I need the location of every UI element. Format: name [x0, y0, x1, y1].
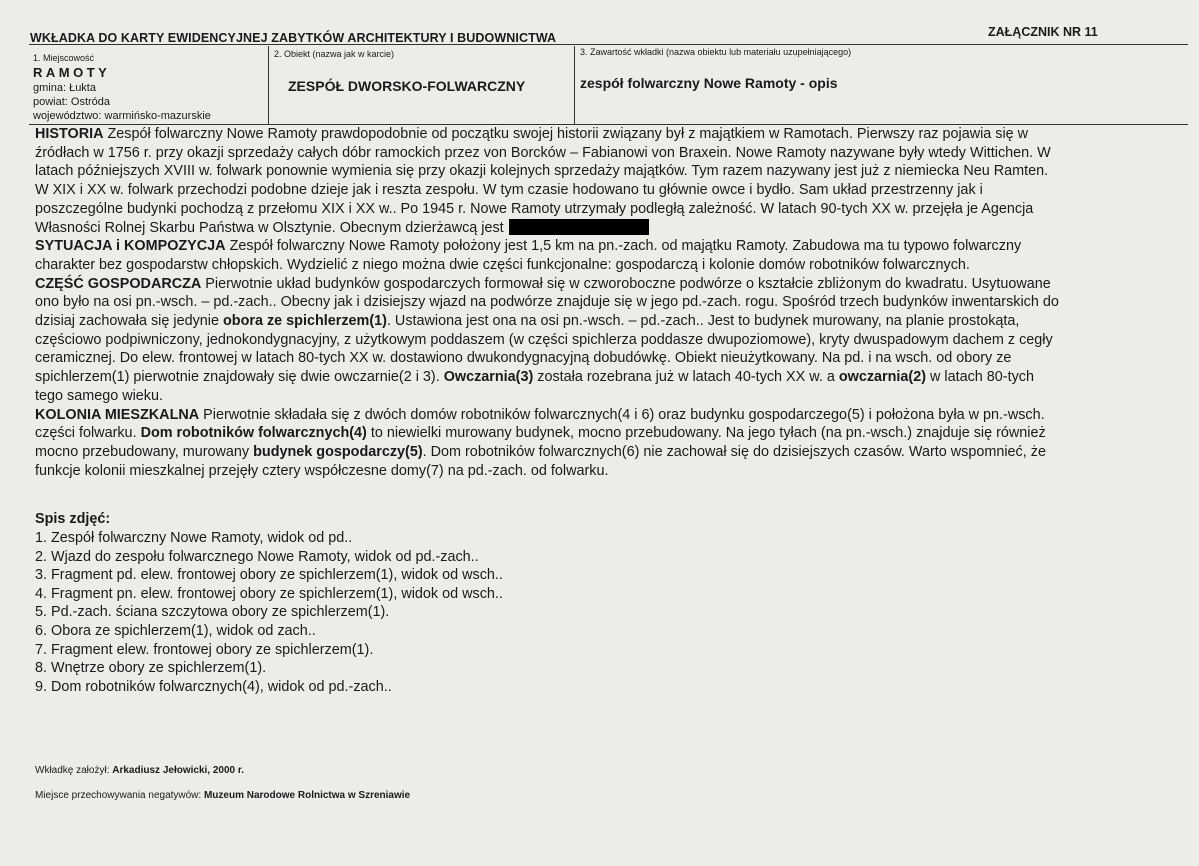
history-line: HISTORIA Zespół folwarczny Nowe Ramoty prawdopodobnie od początku swojej historii związany był z majątkiem w Ramotach. Pierwszy raz pojawia się w	[35, 126, 1029, 142]
list-item: 7. Fragment elew. frontowej obory ze spichlerzem(1).	[35, 641, 374, 658]
section-heading-farm: CZĘŚĆ GOSPODARCZA	[35, 275, 202, 292]
list-item: 4. Fragment pn. elew. frontowej obory ze spichlerzem(1), widok od wsch..	[35, 585, 503, 602]
object-label: 2. Obiekt (nazwa jak w karcie)	[274, 49, 395, 59]
contents-field	[575, 46, 1188, 124]
situation-line: SYTUACJA i KOMPOZYCJA Zespół folwarczny Nowe Ramoty położony jest 1,5 km na pn.-zach. od majątku Ramoty. Zabudowa ma tu typowo folwarczny	[35, 238, 1022, 255]
list-item: 2. Wjazd do zespołu folwarcznego Nowe Ramoty, widok od pd.-zach..	[35, 548, 479, 565]
photo-list	[35, 529, 503, 696]
annex-number: ZAŁĄCZNIK NR 11	[988, 25, 1098, 39]
list-item: 3. Fragment pd. elew. frontowej obory ze spichlerzem(1), widok od wsch..	[35, 567, 503, 584]
section-heading-situation: SYTUACJA i KOMPOZYCJA	[35, 238, 226, 255]
text-line: funkcje kolonii mieszkalnej przejęły cztery współczesne domy(7) na pd.-zach. od folwarku.	[35, 462, 609, 479]
text-line: mocno przebudowany, murowany budynek gospodarczy(5). Dom robotników folwarcznych(6) nie zachował się do dzisiejszych czasów. Warto wspomnieć, że	[35, 443, 1046, 460]
colony-line: KOLONIA MIESZKALNA Pierwotnie składała się z dwóch domów robotników folwarcznych(4 i 6) oraz budynku gospodarczego(5) i położona była w pn.-wsch.	[35, 406, 1045, 423]
text-line: częściowo podpiwniczony, jednokondygnacyjny, z użytkowym poddaszem (w części spichlerza poddasze dwupoziomowe), kryty dwuspadowym dachem z cegły	[35, 331, 1053, 348]
text-line: charakter bez gospodarstw chłopskich. Wydzielić z niego można dwie części funkcjonalne: gospodarczą i kolonie domów robotników folwarcznych.	[35, 256, 970, 273]
contents-label: 3. Zawartość wkładki (nazwa obiektu lub materiału uzupełniającego)	[580, 47, 852, 57]
list-item: 8. Wnętrze obory ze spichlerzem(1).	[35, 660, 267, 677]
list-item: 9. Dom robotników folwarcznych(4), widok od pd.-zach..	[35, 678, 392, 695]
document-title: WKŁADKA DO KARTY EWIDENCYJNEJ ZABYTKÓW ARCHITEKTURY I BUDOWNICTWA	[30, 31, 557, 45]
powiat: powiat: Ostróda	[33, 96, 111, 108]
list-item: 5. Pd.-zach. ściana szczytowa obory ze spichlerzem(1).	[35, 604, 390, 621]
text-line: poszczególne budynki pochodzą z przełomu XIX i XX w.. Po 1945 r. Nowe Ramoty utrzymały podległą zależność. W latach 90-tych XX w. przejęła je Agencja	[35, 200, 1034, 217]
text-line: W XIX i XX w. folwark przechodzi podobne dzieje jak i reszta zespołu. W tym czasie hodowano tu głównie owce i bydło. Sam układ przestrzenny jak i	[35, 182, 983, 199]
contents-value: zespół folwarczny Nowe Ramoty - opis	[580, 75, 838, 91]
text-line: źródłach w 1756 r. przy okazji sprzedaży całych dóbr ramockich przez von Borcków – Fabianowi von Braxein. Nowe Ramoty nazywane były wtedy Wittichen. W	[35, 144, 1051, 161]
redaction-block	[509, 219, 649, 235]
author-line: Wkładkę założył: Arkadiusz Jełowicki, 2000 r.	[35, 765, 244, 776]
place-label: 1. Miejscowość	[33, 53, 95, 63]
list-item: 6. Obora ze spichlerzem(1), widok od zach..	[35, 622, 316, 639]
wojewodztwo: województwo: warmińsko-mazurskie	[33, 110, 211, 122]
storage-line: Miejsce przechowywania negatywów: Muzeum Narodowe Rolnictwa w Szreniawie	[35, 790, 411, 801]
text-line: ceramicznej. Do elew. frontowej w latach 80-tych XX w. dostawiono dwukondygnacyjną dobudówkę. Obiekt nieużytkowany. Na pd. i na wsch. od obory ze	[35, 350, 1012, 367]
object-value: ZESPÓŁ DWORSKO-FOLWARCZNY	[288, 78, 526, 94]
list-item: 1. Zespół folwarczny Nowe Ramoty, widok od pd..	[35, 530, 353, 546]
description-body	[35, 125, 1175, 480]
header-rule	[29, 44, 1188, 45]
text-line: dzisiaj zachowała się jedynie obora ze spichlerzem(1). Ustawiona jest ona na osi pn.-wsch. – pd.-zach.. Jest to budynek murowany, na planie prostokąta,	[35, 313, 1020, 330]
section-heading-history: HISTORIA	[35, 126, 104, 142]
text-line: ono było na osi pn.-wsch. – pd.-zach.. Obecny jak i dzisiejszy wjazd na podwórze znajduje się w jego pd.-zach. rogu. Spośród trzech budynków inwentarskich do	[35, 294, 1059, 311]
photo-list-title: Spis zdjęć:	[35, 511, 111, 527]
farm-line: CZĘŚĆ GOSPODARCZA Pierwotnie układ budynków gospodarczych formował się w czworoboczne podwórze o kształcie zbliżonym do kwadratu. Usytuowane	[35, 275, 1051, 292]
text-line: spichlerzem(1) pierwotnie znajdowały się dwie owczarnie(2 i 3). Owczarnia(3) została rozebrana już w latach 40-tych XX w. a owczarnia(2) w latach 80-tych	[35, 369, 1034, 386]
text-line: tego samego wieku.	[35, 387, 163, 404]
text-line: Własności Rolnej Skarbu Państwa w Olsztynie. Obecnym dzierżawcą jest	[35, 219, 1175, 238]
section-heading-colony: KOLONIA MIESZKALNA	[35, 406, 200, 423]
text-line: latach późniejszych XVIII w. folwark ponownie wymienia się przy okazji kolejnych sprzedaży majątków. Tym razem nazywany jest już z niemiecka Neu Ramten.	[35, 163, 1049, 180]
gmina: gmina: Łukta	[33, 82, 96, 94]
object-field	[269, 46, 575, 124]
text-line: części folwarku. Dom robotników folwarcznych(4) to niewielki murowany budynek, mocno przebudowany. Na jego tyłach (na pn.-wsch.) znajduje się również	[35, 425, 1046, 442]
place-value: RAMOTY	[33, 65, 111, 80]
place-field	[29, 46, 269, 124]
